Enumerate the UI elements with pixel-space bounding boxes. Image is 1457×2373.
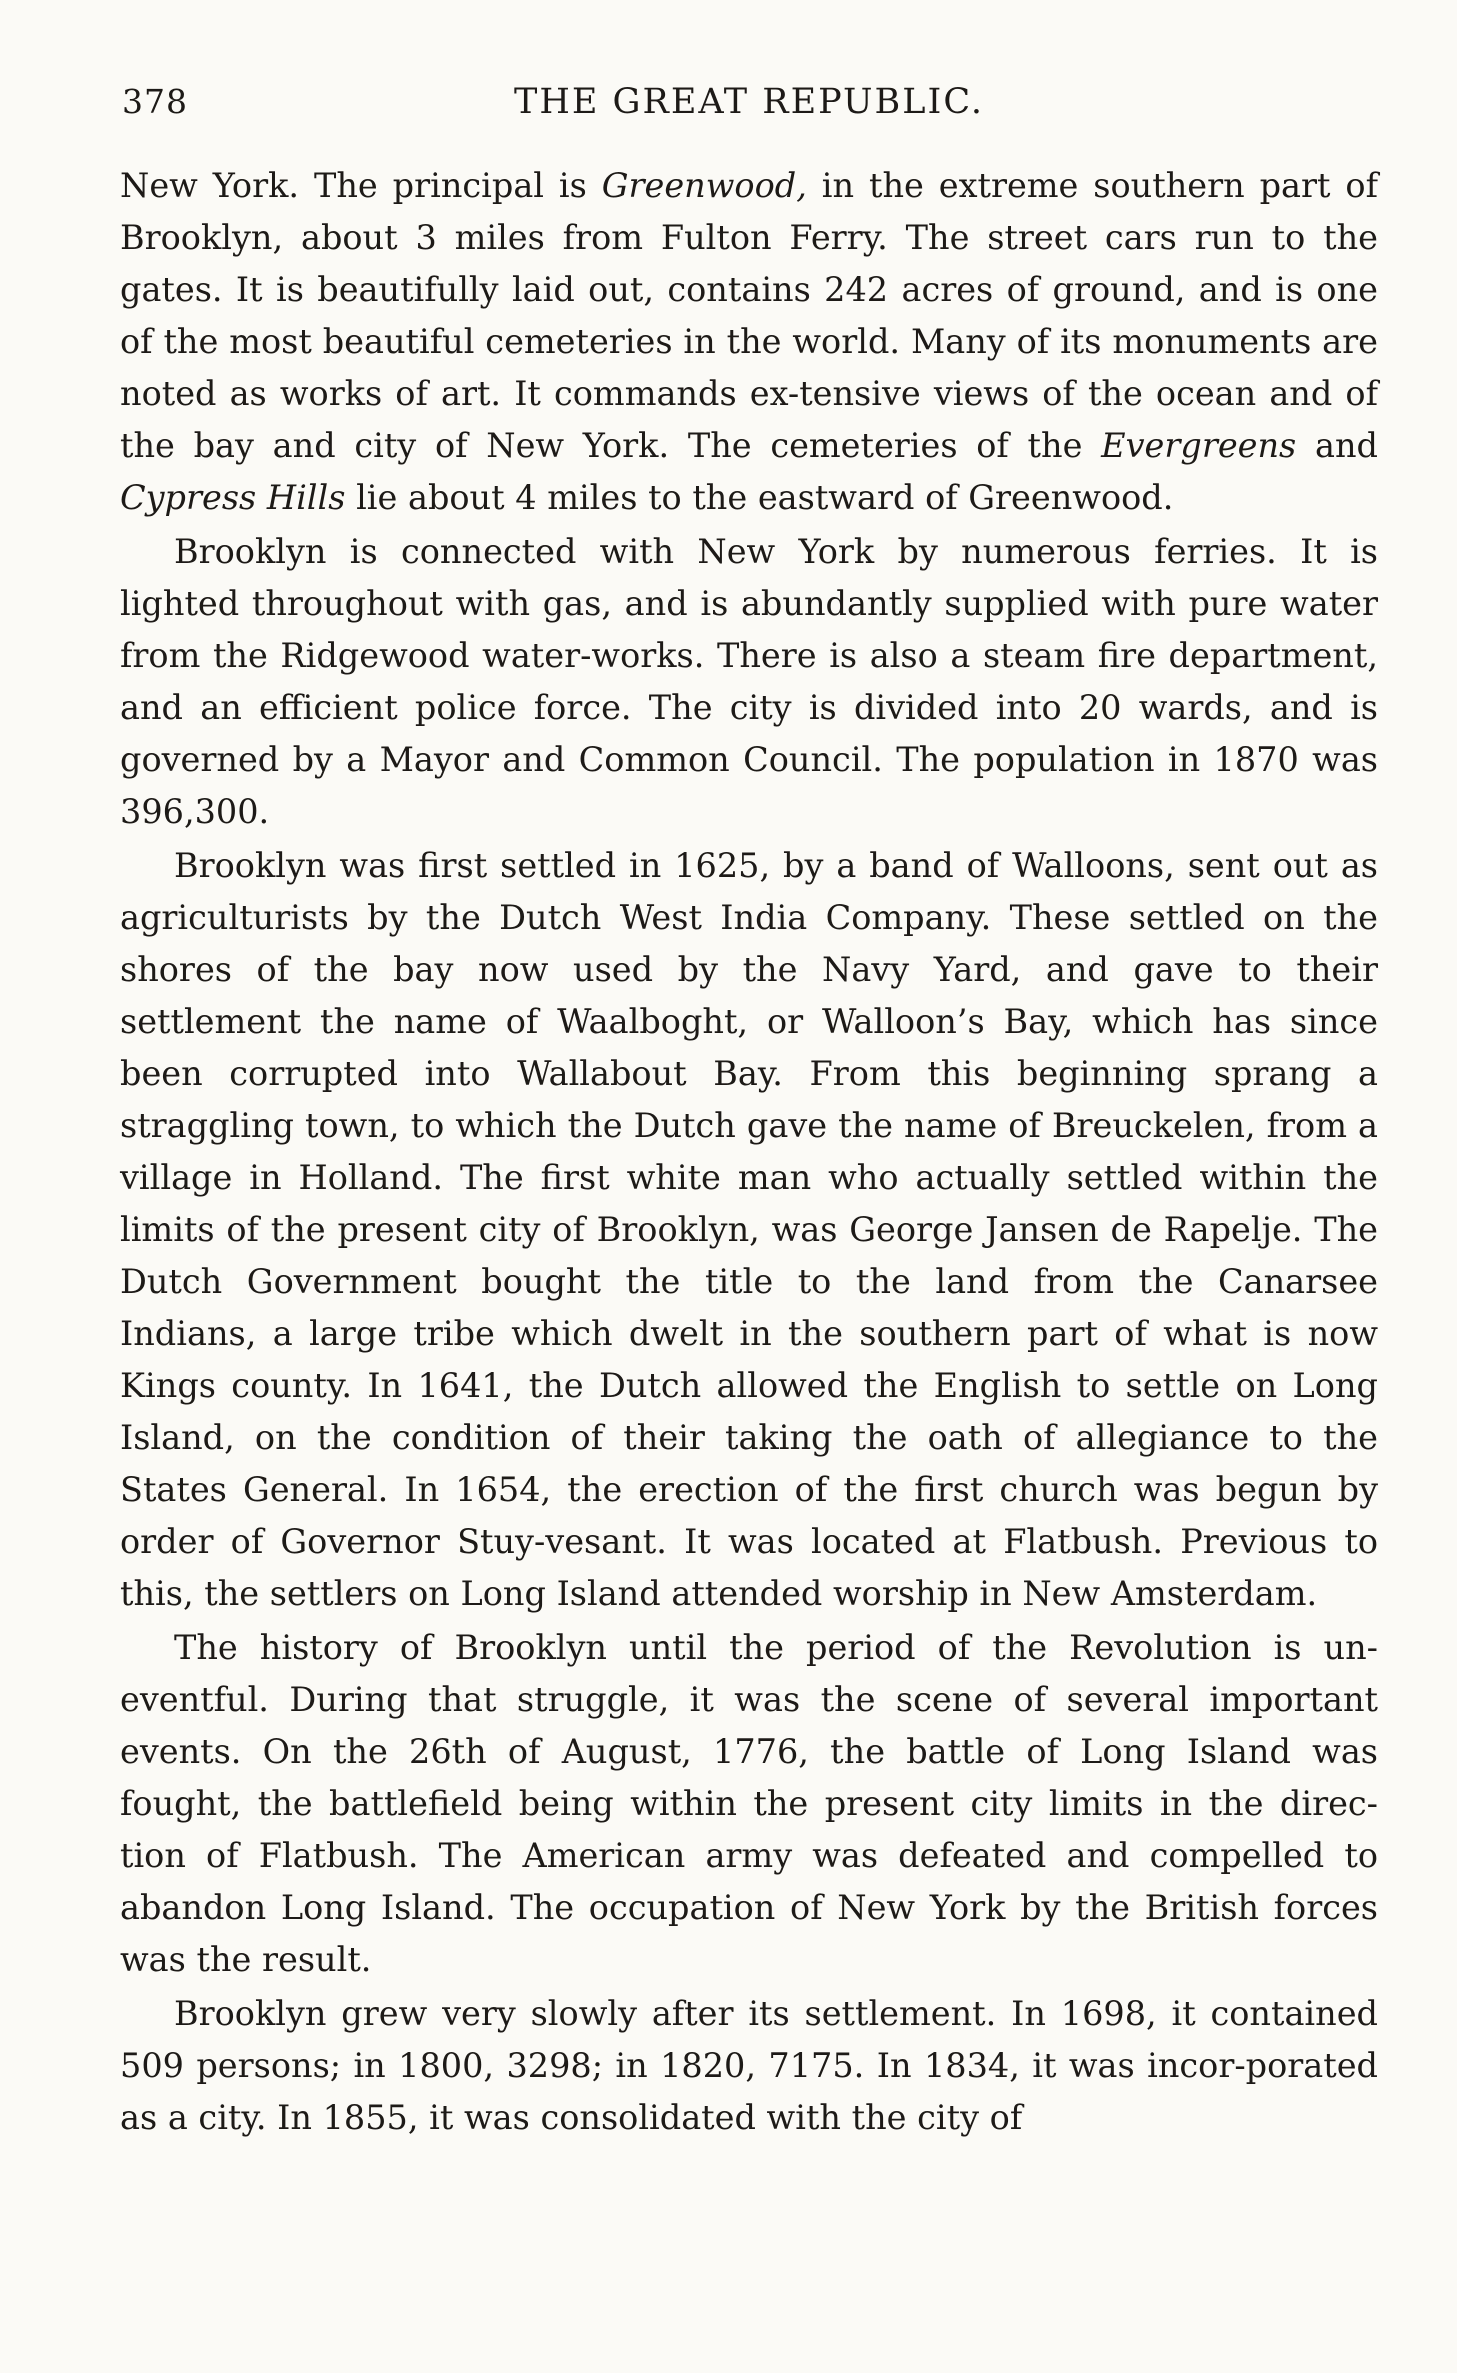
text-segment: The history of Brooklyn until the period of the Revolution is un-eventful. During that struggle, it was the scene of several important events. On the 26th of August, 1776, the battle of Long Island was fought, the battlefield being within the present city limits in the direc-tion of Flatbush. The American army was defeated and compelled to abandon Long Island. The occupation of New York by the British forces was the result. [120,1628,1378,1979]
italic-place-name: Evergreens [1101,426,1297,465]
text-segment: lie about 4 miles to the eastward of Greenwood. [345,478,1174,517]
italic-place-name: Cypress Hills [120,478,346,517]
paragraph [120,840,1378,1620]
paragraph [120,160,1378,524]
text-segment: New York. The principal is [120,166,602,205]
text-segment: Brooklyn was first settled in 1625, by a band of Walloons, sent out as agriculturists by the Dutch West India Company. These settled on the shores of the bay now used by the Navy Yard, and gave to their settlement the name of Waalboght, or Walloon’s Bay, which has since been corrupted into Wallabout Bay. From this beginning sprang a straggling town, to which the Dutch gave the name of Breuckelen, from a village in Holland. The first white man who actually settled within the limits of the present city of Brooklyn, was George Jansen de Rapelje. The Dutch Government bought the title to the land from the Canarsee Indians, a large tribe which dwelt in the southern part of what is now Kings county. In 1641, the Dutch allowed the English to settle on Long Island, on the condition of their taking the oath of allegiance to the States General. In 1654, the erection of the first church was begun by order of Governor Stuy-vesant. It was located at Flatbush. Previous to this, the settlers on Long Island attended worship in New Amsterdam. [120,846,1378,1613]
paragraph [120,1622,1378,1986]
text-segment: and [1296,426,1378,465]
page-number: 378 [122,82,188,121]
page-header [122,82,1376,132]
paragraph [120,1988,1378,2144]
paragraph [120,526,1378,838]
text-segment: Brooklyn is connected with New York by numerous ferries. It is lighted throughout with gas, and is abundantly supplied with pure water from the Ridgewood water-works. There is also a steam fire department, and an efficient police force. The city is divided into 20 wards, and is governed by a Mayor and Common Council. The population in 1870 was 396,300. [120,532,1378,831]
body-text [120,160,1378,2144]
text-segment: in the extreme southern part of Brooklyn, about 3 miles from Fulton Ferry. The street cars run to the gates. It is beautifully laid out, contains 242 acres of ground, and is one of the most beautiful cemeteries in the world. Many of its monuments are noted as works of art. It commands ex-tensive views of the ocean and of the bay and city of New York. The cemeteries of the [120,166,1378,465]
text-segment: Brooklyn grew very slowly after its settlement. In 1698, it contained 509 persons; in 1800, 3298; in 1820, 7175. In 1834, it was incor-porated as a city. In 1855, it was consolidated with the city of [120,1994,1378,2137]
running-head: THE GREAT REPUBLIC. [513,82,984,122]
italic-place-name: Greenwood, [601,166,807,205]
